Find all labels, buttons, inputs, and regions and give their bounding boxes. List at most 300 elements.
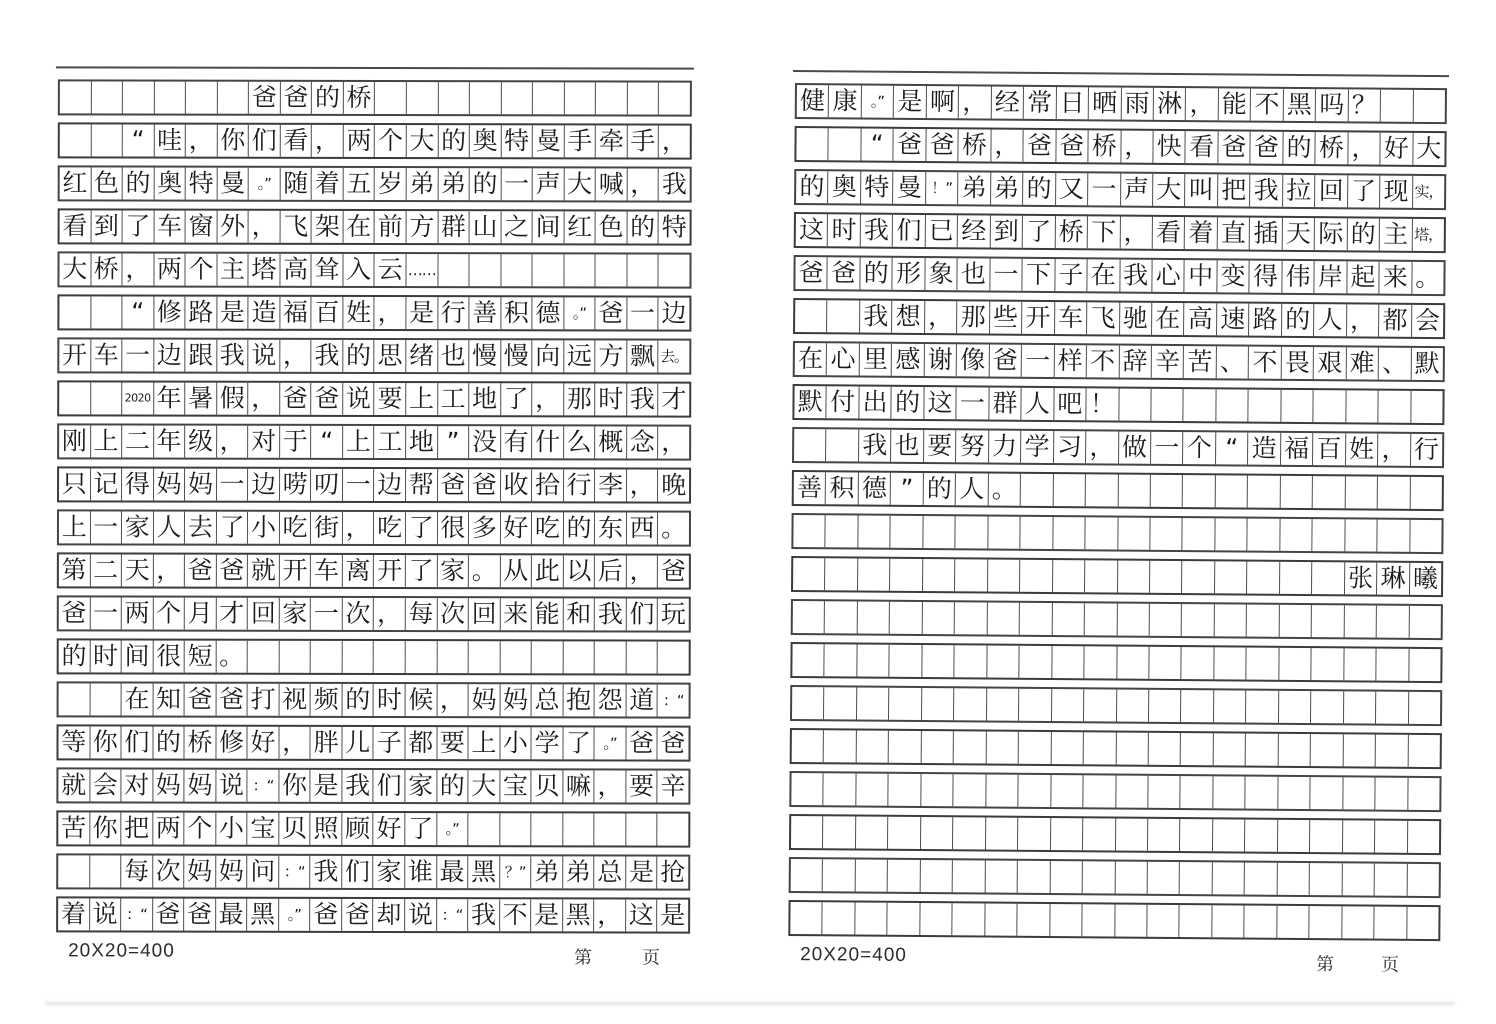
grid-cell: 宝 bbox=[500, 770, 532, 802]
grid-cell: 苦 bbox=[1184, 346, 1217, 378]
grid-cell: 得 bbox=[122, 468, 154, 500]
grid-cell: ， bbox=[595, 770, 627, 802]
grid-cell bbox=[628, 83, 660, 115]
grid-cell: 频 bbox=[311, 684, 343, 716]
grid-cell bbox=[920, 860, 953, 892]
grid-cell: 爸 bbox=[795, 257, 828, 289]
grid-cell: 心 bbox=[827, 343, 860, 375]
grid-cell: 爸 bbox=[894, 129, 927, 161]
grid-cell: “ bbox=[123, 124, 155, 156]
grid-cell bbox=[58, 855, 90, 887]
grid-cell bbox=[1180, 862, 1213, 894]
grid-cell: 爸 bbox=[185, 555, 217, 587]
grid-cell bbox=[374, 641, 406, 673]
grid-cell bbox=[956, 516, 989, 548]
grid-cell: 是 bbox=[626, 857, 658, 889]
grid-cell: 一 bbox=[90, 511, 122, 543]
page-footer bbox=[56, 940, 690, 967]
grid-cell: 时 bbox=[828, 214, 861, 246]
grid-cell: 月 bbox=[185, 598, 217, 630]
grid-row bbox=[788, 900, 1440, 941]
grid-cell bbox=[1378, 477, 1411, 509]
page-number-suffix: 页 bbox=[642, 947, 661, 969]
grid-cell: 力 bbox=[989, 431, 1022, 463]
grid-cell: 说 bbox=[249, 340, 281, 372]
grid-cell: 子 bbox=[374, 727, 406, 759]
grid-cell: 儿 bbox=[342, 727, 374, 759]
grid-cell: ， bbox=[153, 555, 185, 587]
grid-cell: 一 bbox=[1151, 432, 1184, 464]
grid-cell: 来 bbox=[1380, 262, 1413, 294]
grid-cell bbox=[90, 855, 122, 887]
grid-cell: 慢 bbox=[501, 340, 533, 372]
grid-cell bbox=[533, 82, 565, 114]
grid-cell bbox=[1151, 389, 1184, 421]
grid-cell bbox=[857, 688, 890, 720]
grid-cell: 间 bbox=[533, 211, 565, 243]
grid-cell: ” bbox=[891, 473, 924, 505]
grid-cell: 岸 bbox=[1315, 261, 1348, 293]
grid-cell: “ bbox=[861, 129, 894, 161]
grid-cell: 桥 bbox=[959, 129, 992, 161]
grid-cell bbox=[438, 82, 470, 114]
grid-cell: 了 bbox=[217, 512, 249, 544]
grid-row bbox=[58, 122, 692, 159]
grid-cell bbox=[1344, 648, 1377, 680]
grid-cell: 有 bbox=[501, 426, 533, 458]
grid-cell: 起 bbox=[1347, 261, 1380, 293]
grid-row bbox=[789, 814, 1441, 855]
grid-cell: 边 bbox=[374, 469, 406, 501]
grid-cell: 年 bbox=[154, 383, 186, 415]
grid-cell: 里 bbox=[860, 344, 893, 376]
grid-cell: 的 bbox=[860, 258, 893, 290]
grid-cell bbox=[1018, 818, 1051, 850]
grid-cell: 样 bbox=[1054, 345, 1087, 377]
grid-cell: 妈 bbox=[153, 770, 185, 802]
grid-cell bbox=[468, 813, 500, 845]
grid-cell bbox=[1342, 863, 1375, 895]
grid-cell: 塔， bbox=[1414, 225, 1443, 245]
grid-cell: 黑 bbox=[1284, 89, 1317, 121]
grid-cell: ， bbox=[375, 297, 407, 329]
grid-cell: ：“ bbox=[121, 898, 153, 930]
grid-cell bbox=[1310, 863, 1343, 895]
grid-cell bbox=[1311, 777, 1344, 809]
grid-cell: 姓 bbox=[343, 297, 375, 329]
grid-cell: 么 bbox=[564, 426, 596, 458]
grid-cell: 。 bbox=[216, 641, 248, 673]
grid-cell bbox=[1247, 605, 1280, 637]
grid-cell bbox=[986, 818, 1019, 850]
grid-cell bbox=[1313, 519, 1346, 551]
grid-cell: 这 bbox=[626, 900, 658, 932]
grid-cell: 我 bbox=[861, 215, 894, 247]
grid-cell bbox=[1409, 606, 1441, 638]
grid-cell: 苦 bbox=[58, 812, 90, 844]
grid-cell: 学 bbox=[532, 727, 564, 759]
grid-cell: 家 bbox=[405, 770, 437, 802]
grid-cell bbox=[1377, 606, 1410, 638]
grid-row bbox=[57, 638, 691, 675]
grid-cell bbox=[1246, 691, 1279, 723]
grid-cell: 你 bbox=[90, 812, 122, 844]
grid-cell bbox=[1118, 475, 1151, 507]
grid-cell bbox=[501, 254, 533, 286]
grid-cell bbox=[889, 731, 922, 763]
grid-cell: ， bbox=[123, 253, 155, 285]
grid-cell: …… bbox=[406, 254, 438, 286]
grid-cell bbox=[279, 641, 311, 673]
grid-cell: 哇 bbox=[154, 125, 186, 157]
grid-cell bbox=[1021, 474, 1054, 506]
grid-cell: 每 bbox=[406, 598, 438, 630]
grid-cell bbox=[1085, 517, 1118, 549]
grid-cell: 的 bbox=[153, 727, 185, 759]
grid-cell: 一 bbox=[217, 469, 249, 501]
grid-cell: 的 bbox=[892, 387, 925, 419]
grid-cell: 心 bbox=[1152, 260, 1185, 292]
grid-cell: “ bbox=[1216, 432, 1249, 464]
grid-cell: 很 bbox=[437, 512, 469, 544]
grid-cell bbox=[1181, 776, 1214, 808]
grid-cell: 都 bbox=[1379, 305, 1412, 337]
grid-cell bbox=[1051, 732, 1084, 764]
grid-cell: 喊 bbox=[596, 168, 628, 200]
grid-cell: ？” bbox=[500, 856, 532, 888]
grid-cell: 思 bbox=[375, 340, 407, 372]
grid-row bbox=[56, 896, 690, 933]
grid-cell: 变 bbox=[1217, 260, 1250, 292]
grid-cell: ， bbox=[991, 130, 1024, 162]
grid-cell bbox=[791, 859, 824, 891]
grid-cell: 二 bbox=[90, 554, 122, 586]
grid-row bbox=[57, 552, 691, 589]
grid-cell: 了 bbox=[406, 512, 438, 544]
grid-cell bbox=[1117, 690, 1150, 722]
grid-cell bbox=[1117, 604, 1150, 636]
grid-cell bbox=[1050, 861, 1083, 893]
grid-cell bbox=[1277, 906, 1310, 938]
grid-cell bbox=[1216, 389, 1249, 421]
grid-cell bbox=[985, 861, 1018, 893]
grid-cell: 嘛 bbox=[563, 770, 595, 802]
grid-cell bbox=[1278, 820, 1311, 852]
grid-cell: 个 bbox=[184, 813, 216, 845]
grid-cell: 想 bbox=[892, 301, 925, 333]
grid-cell bbox=[1409, 649, 1441, 681]
grid-cell: ， bbox=[959, 86, 992, 118]
grid-cell bbox=[1312, 562, 1345, 594]
grid-row bbox=[57, 337, 691, 374]
grid-cell: 大 bbox=[59, 253, 91, 285]
grid-cell bbox=[829, 128, 862, 160]
grid-cell bbox=[1246, 777, 1279, 809]
grid-cell: 爸 bbox=[216, 684, 248, 716]
grid-cell bbox=[1020, 560, 1053, 592]
grid-cell: 级 bbox=[185, 426, 217, 458]
page-footer bbox=[788, 944, 1440, 975]
grid-cell: 现 bbox=[1380, 176, 1413, 208]
grid-cell: 道 bbox=[626, 685, 658, 717]
grid-cell bbox=[1150, 561, 1183, 593]
grid-cell bbox=[1345, 476, 1378, 508]
grid-cell bbox=[248, 641, 280, 673]
grid-cell: 不 bbox=[1249, 347, 1282, 379]
grid-cell: 的 bbox=[564, 512, 596, 544]
grid-cell: 我 bbox=[312, 340, 344, 372]
grid-cell bbox=[1149, 647, 1182, 679]
grid-cell: 于 bbox=[280, 426, 312, 458]
grid-cell: 黑 bbox=[468, 856, 500, 888]
grid-cell: 们 bbox=[893, 215, 926, 247]
grid-cell: 的 bbox=[312, 82, 344, 114]
grid-cell bbox=[596, 254, 628, 286]
grid-cell: 。” bbox=[249, 168, 281, 200]
grid-cell: 也 bbox=[958, 258, 991, 290]
grid-cell: 福 bbox=[280, 297, 312, 329]
grid-row bbox=[57, 466, 691, 503]
grid-cell bbox=[1375, 778, 1408, 810]
grid-row bbox=[58, 208, 692, 245]
grid-cell: 能 bbox=[532, 598, 564, 630]
grid-cell: 妈 bbox=[469, 684, 501, 716]
grid-cell: 就 bbox=[58, 769, 90, 801]
grid-cell: 宝 bbox=[248, 813, 280, 845]
grid-cell: 第 bbox=[59, 554, 91, 586]
grid-cell: 爸 bbox=[1056, 130, 1089, 162]
grid-cell: 塔 bbox=[249, 254, 281, 286]
grid-cell bbox=[1053, 560, 1086, 592]
grid-cell bbox=[1151, 475, 1184, 507]
grid-cell: 。” bbox=[564, 297, 596, 329]
grid-cell bbox=[1311, 734, 1344, 766]
grid-cell: 人 bbox=[956, 473, 989, 505]
grid-cell: 以 bbox=[564, 555, 596, 587]
grid-cell: 边 bbox=[661, 298, 687, 328]
grid-cell: 天 bbox=[1283, 218, 1316, 250]
grid-cell: 上 bbox=[469, 727, 501, 759]
grid-cell bbox=[1376, 692, 1409, 724]
grid-cell bbox=[1310, 906, 1343, 938]
grid-cell bbox=[1213, 862, 1246, 894]
grid-cell bbox=[59, 296, 91, 328]
grid-cell: 。 bbox=[661, 513, 687, 543]
grid-cell: 家 bbox=[280, 598, 312, 630]
grid-cell: 德 bbox=[859, 473, 892, 505]
grid-cell bbox=[825, 644, 858, 676]
grid-cell bbox=[1052, 689, 1085, 721]
grid-cell: 积 bbox=[501, 297, 533, 329]
grid-cell: 一 bbox=[957, 387, 990, 419]
grid-row bbox=[57, 294, 691, 331]
grid-cell bbox=[824, 773, 857, 805]
grid-cell: 在 bbox=[122, 683, 154, 715]
grid-cell: 个 bbox=[153, 598, 185, 630]
grid-cell: 曦 bbox=[1412, 563, 1439, 594]
grid-cell: 爸 bbox=[1251, 132, 1284, 164]
grid-cell bbox=[1346, 390, 1379, 422]
grid-cell: 黑 bbox=[247, 899, 279, 931]
grid-cell: 行 bbox=[1413, 434, 1440, 465]
grid-cell: 会 bbox=[90, 769, 122, 801]
grid-cell bbox=[857, 645, 890, 677]
grid-cell bbox=[826, 429, 859, 461]
grid-cell bbox=[563, 641, 595, 673]
grid-cell bbox=[825, 558, 858, 590]
manuscript-page-2 bbox=[788, 83, 1447, 976]
grid-cell: 东 bbox=[595, 512, 627, 544]
grid-cell: 是 bbox=[531, 899, 563, 931]
grid-cell bbox=[823, 902, 856, 934]
grid-cell: 边 bbox=[154, 340, 186, 372]
grid-cell bbox=[955, 559, 988, 591]
grid-cell: 伟 bbox=[1282, 261, 1315, 293]
grid-cell: 一 bbox=[1022, 345, 1055, 377]
grid-cell: 个 bbox=[1183, 432, 1216, 464]
grid-cell bbox=[888, 903, 921, 935]
grid-row bbox=[790, 685, 1442, 726]
grid-row bbox=[795, 83, 1447, 124]
grid-cell: ， bbox=[532, 383, 564, 415]
grid-cell bbox=[954, 774, 987, 806]
grid-cell: 绪 bbox=[406, 340, 438, 372]
grid-cell bbox=[856, 774, 889, 806]
grid-cell: 百 bbox=[312, 297, 344, 329]
grid-cell: 贝 bbox=[532, 770, 564, 802]
grid-cell bbox=[1183, 518, 1216, 550]
grid-cell bbox=[1052, 646, 1085, 678]
grid-cell: 知 bbox=[153, 684, 185, 716]
grid-cell: 也 bbox=[438, 340, 470, 372]
grid-cell: 红 bbox=[564, 211, 596, 243]
grid-cell: “ bbox=[311, 426, 343, 458]
grid-cell: 爸 bbox=[249, 82, 281, 114]
grid-cell: 爸 bbox=[153, 899, 185, 931]
grid-cell: 好 bbox=[374, 813, 406, 845]
grid-cell bbox=[954, 688, 987, 720]
grid-cell bbox=[987, 646, 1020, 678]
grid-cell: 贝 bbox=[279, 813, 311, 845]
grid-cell: 弟 bbox=[438, 168, 470, 200]
grid-cell bbox=[1278, 734, 1311, 766]
grid-cell: 说 bbox=[90, 898, 122, 930]
grid-cell bbox=[987, 603, 1020, 635]
grid-cell bbox=[1212, 905, 1245, 937]
grid-cell: 我 bbox=[311, 856, 343, 888]
grid-cell: 晒 bbox=[1089, 87, 1122, 119]
grid-cell bbox=[1343, 734, 1376, 766]
grid-cell: 两 bbox=[154, 254, 186, 286]
grid-cell bbox=[856, 860, 889, 892]
grid-cell: 都 bbox=[405, 727, 437, 759]
grid-cell: 后 bbox=[595, 555, 627, 587]
grid-cell bbox=[1182, 561, 1215, 593]
grid-cell: 短 bbox=[185, 641, 217, 673]
grid-cell: 们 bbox=[342, 856, 374, 888]
grid-cell bbox=[1245, 906, 1278, 938]
grid-cell bbox=[90, 683, 122, 715]
grid-cell: ， bbox=[279, 727, 311, 759]
grid-cell bbox=[406, 641, 438, 673]
grid-cell bbox=[1018, 861, 1051, 893]
grid-cell bbox=[60, 81, 92, 113]
grid-cell: 外 bbox=[217, 211, 249, 243]
grid-cell bbox=[827, 300, 860, 332]
grid-cell bbox=[1086, 474, 1119, 506]
grid-cell: 飞 bbox=[280, 211, 312, 243]
grid-cell: 说 bbox=[405, 899, 437, 931]
grid-cell bbox=[985, 904, 1018, 936]
grid-cell bbox=[564, 254, 596, 286]
grid-cell: 爸 bbox=[59, 597, 91, 629]
grid-cell: ， bbox=[1121, 131, 1154, 163]
grid-cell bbox=[1215, 561, 1248, 593]
grid-cell: 次 bbox=[153, 856, 185, 888]
grid-cell: 色 bbox=[91, 167, 123, 199]
grid-cell: 随 bbox=[280, 168, 312, 200]
grid-cell: 爸 bbox=[596, 297, 628, 329]
grid-cell: 些 bbox=[990, 302, 1023, 334]
grid-cell bbox=[795, 300, 828, 332]
grid-cell: 象 bbox=[925, 258, 958, 290]
grid-cell: 最 bbox=[437, 856, 469, 888]
grid-cell: 山 bbox=[470, 211, 502, 243]
grid-cell: 爸 bbox=[281, 82, 313, 114]
grid-cell: 一 bbox=[122, 339, 154, 371]
grid-cell bbox=[1148, 819, 1181, 851]
grid-cell: 等 bbox=[58, 726, 90, 758]
grid-cell: 方 bbox=[407, 211, 439, 243]
grid-cell bbox=[922, 602, 955, 634]
grid-cell: 谢 bbox=[925, 344, 958, 376]
grid-row bbox=[57, 595, 691, 632]
grid-cell: 已 bbox=[926, 215, 959, 247]
grid-cell: 路 bbox=[1249, 304, 1282, 336]
grid-cell bbox=[793, 558, 826, 590]
grid-cell: 工 bbox=[438, 383, 470, 415]
grid-cell: 总 bbox=[595, 856, 627, 888]
grid-cell bbox=[890, 559, 923, 591]
grid-cell: 好 bbox=[501, 512, 533, 544]
grid-cell: 去 bbox=[185, 512, 217, 544]
grid-cell: 次 bbox=[437, 598, 469, 630]
grid-cell: 多 bbox=[469, 512, 501, 544]
grid-cell: ， bbox=[627, 556, 659, 588]
grid-cell: 大 bbox=[1416, 133, 1442, 164]
grid-cell: 我 bbox=[217, 340, 249, 372]
grid-cell: 特 bbox=[861, 172, 894, 204]
grid-cell bbox=[792, 687, 825, 719]
grid-cell: 一 bbox=[343, 469, 375, 501]
grid-cell bbox=[858, 516, 891, 548]
page-number-suffix: 页 bbox=[1381, 954, 1400, 976]
grid-cell: 手 bbox=[628, 126, 660, 158]
grid-cell: 善 bbox=[469, 297, 501, 329]
grid-cell: 爸 bbox=[217, 555, 249, 587]
grid-cell: 着 bbox=[312, 168, 344, 200]
grid-cell bbox=[1182, 647, 1215, 679]
grid-cell bbox=[1116, 776, 1149, 808]
grid-cell: 玩 bbox=[660, 599, 686, 629]
grid-cell: 的 bbox=[437, 770, 469, 802]
grid-cell bbox=[955, 645, 988, 677]
grid-cell bbox=[311, 641, 343, 673]
grid-cell bbox=[922, 688, 955, 720]
grid-cell: 视 bbox=[279, 684, 311, 716]
grid-cell: 我 bbox=[860, 301, 893, 333]
grid-cell: 弟 bbox=[991, 173, 1024, 205]
